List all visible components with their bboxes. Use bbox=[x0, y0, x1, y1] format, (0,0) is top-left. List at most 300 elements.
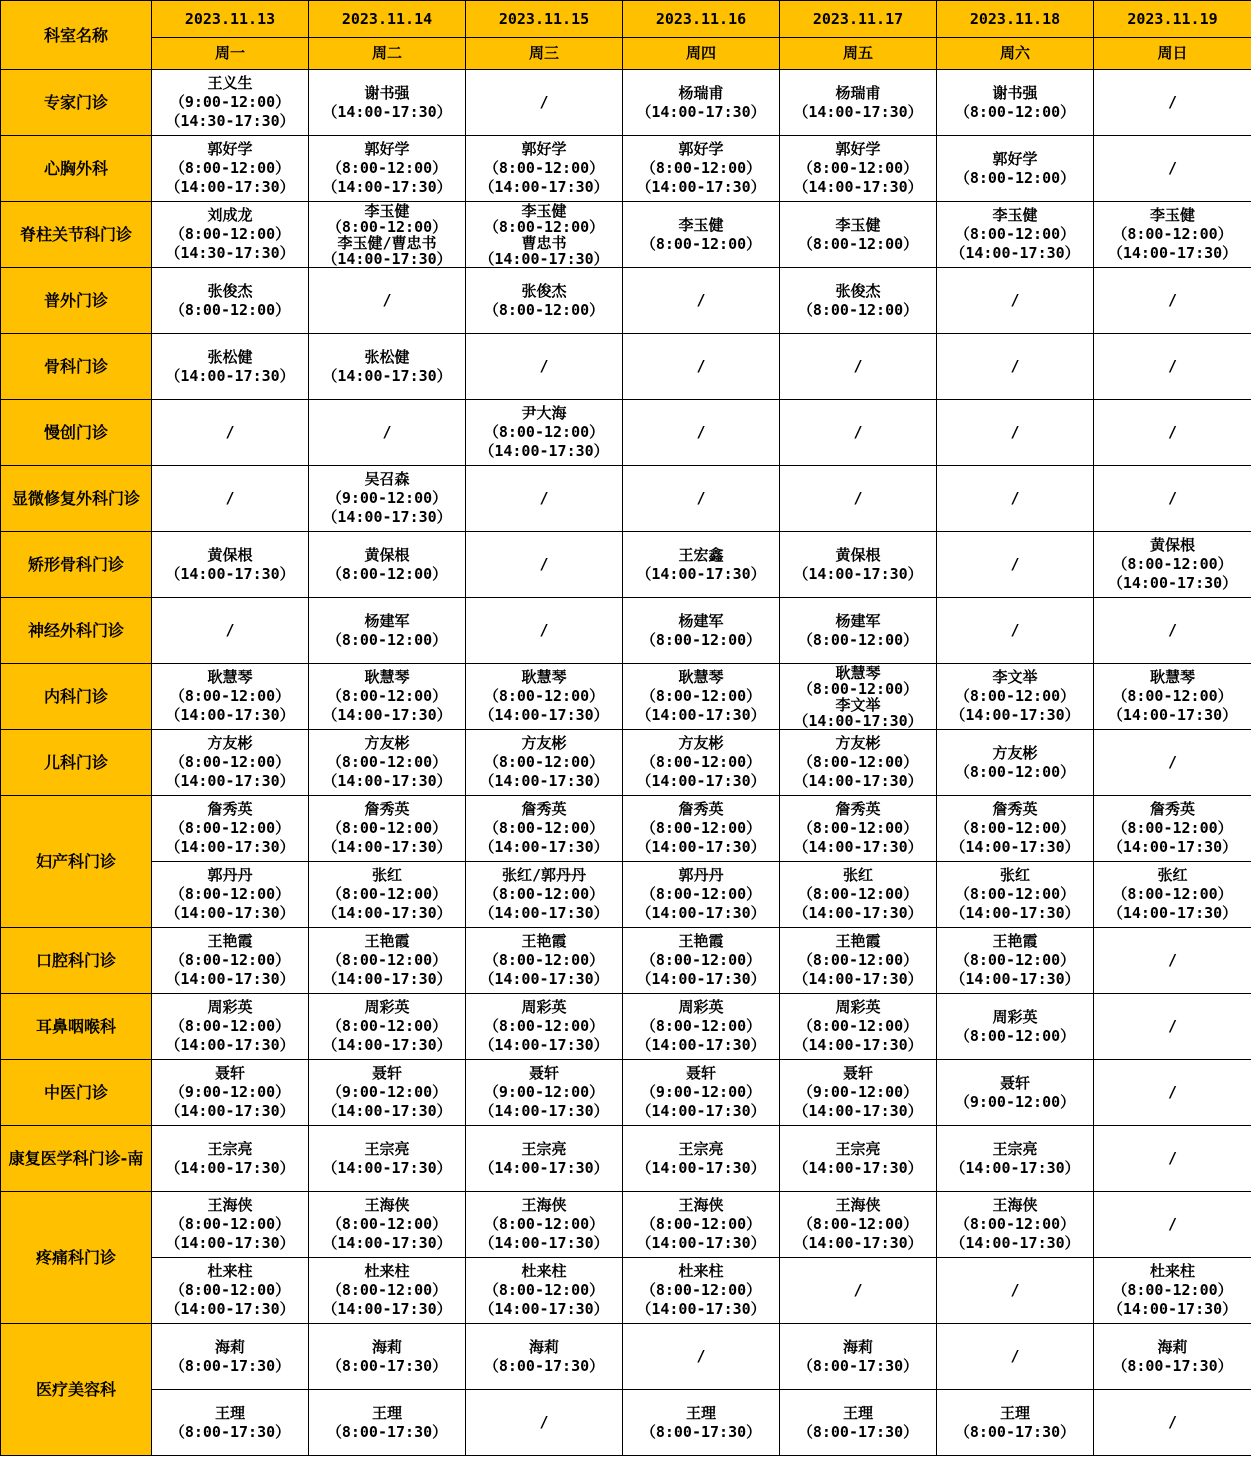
schedule-cell bbox=[1094, 1126, 1251, 1192]
schedule-cell bbox=[466, 1390, 623, 1456]
schedule-cell bbox=[466, 730, 623, 796]
schedule-cell bbox=[623, 730, 780, 796]
doctor-name: 杨瑞甫 bbox=[678, 83, 724, 102]
time-slot: （14:00-17:30） bbox=[165, 1036, 295, 1054]
doctor-name: 詹秀英 bbox=[678, 800, 724, 818]
time-slot: （14:00-17:30） bbox=[322, 772, 452, 790]
doctor-name: / bbox=[696, 423, 706, 441]
doctor-name: 张红 bbox=[1157, 866, 1188, 884]
time-slot: （8:00-12:00） bbox=[483, 1017, 605, 1035]
doctor-name: 黄保根 bbox=[207, 545, 253, 564]
time-slot: 李文举 bbox=[835, 695, 881, 714]
time-slot: （14:00-17:30） bbox=[793, 970, 923, 988]
department-name: 妇产科门诊 bbox=[1, 796, 152, 928]
schedule-cell bbox=[937, 730, 1094, 796]
schedule-cell bbox=[1094, 730, 1251, 796]
doctor-name: 王理 bbox=[371, 1403, 402, 1422]
doctor-name: 郭好学 bbox=[207, 140, 253, 158]
schedule-cell bbox=[309, 1258, 466, 1324]
doctor-name: 郭好学 bbox=[521, 140, 567, 158]
doctor-name: 王宗亮 bbox=[678, 1139, 724, 1158]
time-slot: （8:00-12:00） bbox=[640, 1281, 762, 1299]
doctor-name: 杨建军 bbox=[364, 611, 410, 630]
schedule-cell bbox=[309, 598, 466, 664]
schedule-cell bbox=[937, 1258, 1094, 1324]
schedule-cell bbox=[623, 862, 780, 928]
time-slot: （8:00-12:00） bbox=[1112, 1281, 1233, 1299]
table-row bbox=[1, 136, 1251, 202]
doctor-name: 王理 bbox=[999, 1403, 1030, 1422]
doctor-name: 郭好学 bbox=[364, 140, 410, 158]
schedule-cell bbox=[309, 1060, 466, 1126]
time-slot: （14:00-17:30） bbox=[165, 366, 295, 385]
schedule-cell bbox=[309, 1192, 466, 1258]
schedule-cell bbox=[309, 1126, 466, 1192]
doctor-name: 海莉 bbox=[842, 1337, 873, 1356]
doctor-name: 周彩英 bbox=[992, 1007, 1038, 1026]
time-slot: （8:00-12:00） bbox=[640, 159, 762, 177]
schedule-cell bbox=[780, 466, 937, 532]
schedule-cell bbox=[309, 70, 466, 136]
doctor-name: 聂轩 bbox=[214, 1064, 245, 1082]
schedule-cell bbox=[466, 796, 623, 862]
time-slot: （8:00-12:00） bbox=[483, 687, 605, 705]
time-slot: （14:00-17:30） bbox=[950, 904, 1080, 922]
doctor-name: 詹秀英 bbox=[992, 800, 1038, 818]
doctor-name: 郭丹丹 bbox=[207, 866, 253, 884]
schedule-cell bbox=[152, 994, 309, 1060]
time-slot: （14:00-17:30） bbox=[165, 772, 295, 790]
schedule-cell bbox=[466, 532, 623, 598]
department-name: 儿科门诊 bbox=[1, 730, 152, 796]
doctor-name: 耿慧琴 bbox=[207, 668, 253, 686]
time-slot: （8:00-12:00） bbox=[1112, 819, 1233, 837]
department-name: 口腔科门诊 bbox=[1, 928, 152, 994]
doctor-name: / bbox=[1167, 291, 1178, 309]
doctor-name: 张松健 bbox=[207, 347, 253, 366]
doctor-name: / bbox=[539, 357, 549, 375]
department-name: 医疗美容科 bbox=[1, 1324, 152, 1456]
time-slot: （14:00-17:30） bbox=[322, 706, 452, 724]
time-slot: （14:00-17:30） bbox=[1107, 1300, 1238, 1318]
time-slot: （14:00-17:30） bbox=[1107, 574, 1238, 592]
time-slot: （8:00-12:00） bbox=[1112, 885, 1233, 903]
time-slot: （14:00-17:30） bbox=[950, 970, 1080, 988]
time-slot: （14:00-17:30） bbox=[479, 772, 609, 790]
weekday-header: 周三 bbox=[466, 38, 623, 70]
time-slot: （14:00-17:30） bbox=[479, 249, 609, 268]
time-slot: （8:00-12:00） bbox=[326, 217, 448, 236]
schedule-cell bbox=[1094, 136, 1251, 202]
schedule-cell bbox=[309, 730, 466, 796]
schedule-cell bbox=[937, 928, 1094, 994]
schedule-cell bbox=[309, 1324, 466, 1390]
time-slot: （14:00-17:30） bbox=[165, 1234, 295, 1252]
time-slot: （8:00-12:00） bbox=[640, 819, 762, 837]
schedule-cell bbox=[780, 1060, 937, 1126]
department-name: 内科门诊 bbox=[1, 664, 152, 730]
schedule-cell bbox=[466, 928, 623, 994]
time-slot: （8:00-12:00） bbox=[954, 225, 1076, 243]
time-slot: （14:00-17:30） bbox=[793, 1158, 923, 1177]
doctor-name: 聂轩 bbox=[842, 1064, 873, 1082]
time-slot: （14:00-17:30） bbox=[322, 904, 452, 922]
doctor-name: 周彩英 bbox=[835, 998, 881, 1016]
schedule-cell bbox=[623, 994, 780, 1060]
date-header: 2023.11.13 bbox=[152, 1, 309, 38]
table-row bbox=[1, 1324, 1251, 1390]
doctor-name: / bbox=[1167, 1215, 1178, 1233]
time-slot: （14:00-17:30） bbox=[479, 838, 609, 856]
time-slot: （8:00-12:00） bbox=[640, 234, 762, 253]
time-slot: （14:00-17:30） bbox=[165, 1300, 295, 1318]
doctor-name: 杜来柱 bbox=[364, 1262, 410, 1280]
doctor-name: 詹秀英 bbox=[835, 800, 881, 818]
time-slot: （14:00-17:30） bbox=[636, 970, 766, 988]
time-slot: （14:00-17:30） bbox=[322, 1102, 452, 1120]
doctor-name: / bbox=[1167, 159, 1178, 177]
schedule-cell bbox=[466, 136, 623, 202]
doctor-name: / bbox=[1167, 1083, 1178, 1101]
schedule-cell bbox=[466, 598, 623, 664]
doctor-name: 杨建军 bbox=[835, 611, 881, 630]
schedule-cell bbox=[623, 796, 780, 862]
doctor-name: 詹秀英 bbox=[207, 800, 253, 818]
department-name: 心胸外科 bbox=[1, 136, 152, 202]
doctor-name: 方友彬 bbox=[678, 734, 724, 752]
schedule-cell bbox=[780, 400, 937, 466]
time-slot: （8:00-12:00） bbox=[326, 159, 448, 177]
schedule-cell bbox=[1094, 598, 1251, 664]
doctor-name: 聂轩 bbox=[528, 1064, 559, 1082]
doctor-name: 杨建军 bbox=[678, 611, 724, 630]
time-slot: （14:00-17:30） bbox=[1107, 904, 1238, 922]
time-slot: （8:00-12:00） bbox=[640, 885, 762, 903]
schedule-body bbox=[1, 70, 1251, 1456]
schedule-cell bbox=[623, 928, 780, 994]
schedule-cell bbox=[466, 268, 623, 334]
doctor-name: 海莉 bbox=[214, 1337, 245, 1356]
doctor-name: / bbox=[1167, 1413, 1178, 1431]
schedule-cell bbox=[1094, 1060, 1251, 1126]
doctor-name: 黄保根 bbox=[1149, 536, 1195, 554]
schedule-cell bbox=[780, 70, 937, 136]
table-row bbox=[1, 1390, 1251, 1456]
time-slot: （14:00-17:30） bbox=[479, 970, 609, 988]
time-slot: （8:00-12:00） bbox=[797, 951, 919, 969]
time-slot: （14:00-17:30） bbox=[636, 102, 766, 121]
time-slot: （8:00-12:00） bbox=[483, 951, 605, 969]
time-slot: （8:00-12:00） bbox=[326, 564, 448, 583]
time-slot: （14:00-17:30） bbox=[479, 178, 609, 196]
time-slot: （14:00-17:30） bbox=[636, 1300, 766, 1318]
schedule-cell bbox=[937, 1324, 1094, 1390]
schedule-cell bbox=[937, 862, 1094, 928]
doctor-name: 李玉健 bbox=[1149, 206, 1195, 224]
doctor-name: 王艳霞 bbox=[521, 932, 567, 950]
schedule-cell bbox=[780, 796, 937, 862]
doctor-name: 耿慧琴 bbox=[521, 668, 567, 686]
schedule-cell bbox=[152, 334, 309, 400]
schedule-cell bbox=[937, 334, 1094, 400]
schedule-cell bbox=[1094, 1324, 1251, 1390]
time-slot: （14:00-17:30） bbox=[165, 178, 295, 196]
table-row bbox=[1, 1126, 1251, 1192]
table-row bbox=[1, 466, 1251, 532]
schedule-cell bbox=[152, 1258, 309, 1324]
department-name: 耳鼻咽喉科 bbox=[1, 994, 152, 1060]
doctor-name: 王海侠 bbox=[521, 1196, 567, 1214]
doctor-name: 张俊杰 bbox=[521, 281, 567, 300]
department-name: 普外门诊 bbox=[1, 268, 152, 334]
date-header: 2023.11.15 bbox=[466, 1, 623, 38]
doctor-name: 王宗亮 bbox=[207, 1139, 253, 1158]
schedule-cell bbox=[309, 862, 466, 928]
time-slot: （14:00-17:30） bbox=[636, 1102, 766, 1120]
schedule-cell bbox=[1094, 1258, 1251, 1324]
schedule-cell bbox=[623, 1324, 780, 1390]
time-slot: （8:00-12:00） bbox=[797, 679, 919, 698]
doctor-name: / bbox=[1010, 357, 1020, 375]
time-slot: （14:00-17:30） bbox=[793, 904, 923, 922]
schedule-cell bbox=[780, 136, 937, 202]
time-slot: （14:00-17:30） bbox=[636, 904, 766, 922]
schedule-cell bbox=[780, 1126, 937, 1192]
schedule-cell bbox=[466, 664, 623, 730]
time-slot: （9:00-12:00） bbox=[797, 1083, 919, 1101]
schedule-cell bbox=[152, 1324, 309, 1390]
time-slot: （8:00-12:00） bbox=[326, 1215, 448, 1233]
doctor-name: / bbox=[1167, 1149, 1178, 1167]
table-row bbox=[1, 796, 1251, 862]
time-slot: 曹忠书 bbox=[521, 233, 567, 252]
schedule-cell bbox=[623, 70, 780, 136]
schedule-cell bbox=[1094, 268, 1251, 334]
schedule-cell bbox=[152, 466, 309, 532]
time-slot: （8:00-12:00） bbox=[954, 102, 1076, 121]
schedule-cell bbox=[152, 1060, 309, 1126]
table-row bbox=[1, 598, 1251, 664]
doctor-name: / bbox=[539, 621, 549, 639]
doctor-name: / bbox=[696, 291, 706, 309]
doctor-name: 海莉 bbox=[528, 1337, 559, 1356]
time-slot: （8:00-12:00） bbox=[483, 159, 605, 177]
time-slot: （14:00-17:30） bbox=[479, 1158, 609, 1177]
schedule-cell bbox=[1094, 862, 1251, 928]
schedule-cell bbox=[152, 598, 309, 664]
doctor-name: / bbox=[382, 291, 392, 309]
schedule-cell bbox=[623, 1060, 780, 1126]
doctor-name: 郭好学 bbox=[835, 140, 881, 158]
schedule-cell bbox=[780, 1192, 937, 1258]
doctor-name: 王艳霞 bbox=[678, 932, 724, 950]
doctor-name: 谢书强 bbox=[992, 83, 1038, 102]
time-slot: （8:00-17:30） bbox=[483, 1356, 605, 1375]
schedule-cell bbox=[780, 268, 937, 334]
time-slot: （8:00-12:00） bbox=[954, 687, 1076, 705]
table-row bbox=[1, 1258, 1251, 1324]
doctor-name: / bbox=[1010, 1281, 1020, 1299]
table-row bbox=[1, 400, 1251, 466]
time-slot: （14:30-17:30） bbox=[165, 112, 295, 130]
time-slot: （9:00-12:00） bbox=[326, 1083, 448, 1101]
dept-column-header: 科室名称 bbox=[1, 1, 152, 70]
schedule-cell bbox=[937, 1060, 1094, 1126]
schedule-cell bbox=[309, 796, 466, 862]
time-slot: 李玉健/曹忠书 bbox=[337, 233, 437, 252]
doctor-name: 聂轩 bbox=[999, 1073, 1030, 1092]
doctor-name: / bbox=[225, 621, 235, 639]
schedule-cell bbox=[937, 796, 1094, 862]
time-slot: （8:00-12:00） bbox=[1112, 225, 1233, 243]
doctor-name: 聂轩 bbox=[371, 1064, 402, 1082]
schedule-cell bbox=[1094, 994, 1251, 1060]
schedule-cell bbox=[780, 1390, 937, 1456]
doctor-name: / bbox=[1167, 1017, 1178, 1035]
doctor-name: / bbox=[696, 1347, 706, 1365]
schedule-cell bbox=[780, 532, 937, 598]
schedule-cell bbox=[309, 466, 466, 532]
schedule-cell bbox=[466, 1126, 623, 1192]
time-slot: （8:00-12:00） bbox=[169, 687, 291, 705]
time-slot: （8:00-12:00） bbox=[169, 1281, 291, 1299]
time-slot: （14:00-17:30） bbox=[636, 706, 766, 724]
time-slot: （8:00-12:00） bbox=[797, 753, 919, 771]
time-slot: （8:00-12:00） bbox=[797, 300, 919, 319]
doctor-name: / bbox=[1010, 555, 1020, 573]
time-slot: （8:00-12:00） bbox=[483, 423, 605, 441]
schedule-cell bbox=[466, 1192, 623, 1258]
doctor-name: 黄保根 bbox=[835, 545, 881, 564]
time-slot: （8:00-12:00） bbox=[1112, 555, 1233, 573]
date-header: 2023.11.14 bbox=[309, 1, 466, 38]
schedule-cell bbox=[780, 928, 937, 994]
doctor-name: 李玉健 bbox=[364, 201, 410, 220]
doctor-name: / bbox=[1167, 621, 1178, 639]
doctor-name: 杜来柱 bbox=[207, 1262, 253, 1280]
time-slot: （14:00-17:30） bbox=[636, 1234, 766, 1252]
doctor-name: 王海侠 bbox=[835, 1196, 881, 1214]
schedule-cell bbox=[780, 334, 937, 400]
doctor-name: / bbox=[696, 489, 706, 507]
doctor-name: 郭好学 bbox=[992, 149, 1038, 168]
schedule-cell bbox=[466, 202, 623, 268]
time-slot: （9:00-12:00） bbox=[640, 1083, 762, 1101]
time-slot: （8:00-12:00） bbox=[640, 687, 762, 705]
schedule-cell bbox=[780, 862, 937, 928]
doctor-name: / bbox=[1167, 489, 1178, 507]
doctor-name: 尹大海 bbox=[521, 404, 567, 422]
doctor-name: / bbox=[1167, 951, 1178, 969]
table-row bbox=[1, 1060, 1251, 1126]
department-name: 慢创门诊 bbox=[1, 400, 152, 466]
doctor-name: 耿慧琴 bbox=[835, 663, 881, 682]
header-weekday-row bbox=[1, 38, 1251, 70]
doctor-name: 海莉 bbox=[371, 1337, 402, 1356]
time-slot: （8:00-12:00） bbox=[169, 159, 291, 177]
doctor-name: / bbox=[1167, 423, 1178, 441]
schedule-cell bbox=[937, 400, 1094, 466]
weekday-header: 周日 bbox=[1094, 38, 1251, 70]
time-slot: （14:00-17:30） bbox=[322, 366, 452, 385]
time-slot: （8:00-12:00） bbox=[954, 819, 1076, 837]
time-slot: （14:00-17:30） bbox=[793, 838, 923, 856]
time-slot: （14:00-17:30） bbox=[165, 564, 295, 583]
time-slot: （14:00-17:30） bbox=[479, 1036, 609, 1054]
doctor-name: 张红 bbox=[999, 866, 1030, 884]
time-slot: （8:00-12:00） bbox=[169, 300, 291, 319]
doctor-name: 李文举 bbox=[992, 668, 1038, 686]
schedule-cell bbox=[1094, 70, 1251, 136]
schedule-cell bbox=[1094, 334, 1251, 400]
time-slot: （8:00-17:30） bbox=[797, 1356, 919, 1375]
schedule-cell bbox=[152, 532, 309, 598]
time-slot: （14:00-17:30） bbox=[636, 772, 766, 790]
time-slot: （8:00-12:00） bbox=[797, 630, 919, 649]
time-slot: （8:00-12:00） bbox=[483, 885, 605, 903]
time-slot: （14:00-17:30） bbox=[793, 772, 923, 790]
schedule-cell bbox=[152, 796, 309, 862]
time-slot: （8:00-12:00） bbox=[169, 225, 291, 243]
schedule-cell bbox=[152, 136, 309, 202]
date-header: 2023.11.18 bbox=[937, 1, 1094, 38]
time-slot: （14:00-17:30） bbox=[165, 706, 295, 724]
time-slot: （8:00-12:00） bbox=[797, 1017, 919, 1035]
date-header: 2023.11.16 bbox=[623, 1, 780, 38]
schedule-cell bbox=[1094, 796, 1251, 862]
time-slot: （14:00-17:30） bbox=[793, 711, 923, 730]
doctor-name: 王艳霞 bbox=[364, 932, 410, 950]
weekday-header: 周二 bbox=[309, 38, 466, 70]
table-row bbox=[1, 532, 1251, 598]
department-name: 疼痛科门诊 bbox=[1, 1192, 152, 1324]
doctor-name: 张俊杰 bbox=[207, 281, 253, 300]
table-row bbox=[1, 730, 1251, 796]
time-slot: （14:00-17:30） bbox=[165, 904, 295, 922]
schedule-cell bbox=[152, 400, 309, 466]
time-slot: （14:00-17:30） bbox=[479, 442, 609, 460]
doctor-name: 刘成龙 bbox=[207, 206, 253, 224]
doctor-name: / bbox=[1010, 1347, 1020, 1365]
schedule-cell bbox=[937, 202, 1094, 268]
schedule-cell bbox=[623, 598, 780, 664]
schedule-cell bbox=[309, 664, 466, 730]
schedule-cell bbox=[309, 532, 466, 598]
time-slot: （14:00-17:30） bbox=[322, 1036, 452, 1054]
time-slot: （8:00-12:00） bbox=[326, 819, 448, 837]
time-slot: （14:00-17:30） bbox=[793, 1102, 923, 1120]
schedule-cell bbox=[152, 70, 309, 136]
doctor-name: 王艳霞 bbox=[835, 932, 881, 950]
doctor-name: / bbox=[1010, 291, 1020, 309]
doctor-name: 耿慧琴 bbox=[1149, 668, 1195, 686]
time-slot: （14:00-17:30） bbox=[165, 838, 295, 856]
schedule-cell bbox=[309, 334, 466, 400]
doctor-name: 方友彬 bbox=[521, 734, 567, 752]
doctor-name: 方友彬 bbox=[207, 734, 253, 752]
schedule-cell bbox=[152, 202, 309, 268]
time-slot: （8:00-12:00） bbox=[326, 630, 448, 649]
doctor-name: / bbox=[853, 1281, 863, 1299]
weekday-header: 周四 bbox=[623, 38, 780, 70]
time-slot: （14:00-17:30） bbox=[322, 249, 452, 268]
table-row bbox=[1, 268, 1251, 334]
doctor-name: / bbox=[1167, 753, 1178, 771]
schedule-cell bbox=[152, 928, 309, 994]
time-slot: （14:00-17:30） bbox=[636, 178, 766, 196]
doctor-name: / bbox=[382, 423, 392, 441]
department-name: 骨科门诊 bbox=[1, 334, 152, 400]
